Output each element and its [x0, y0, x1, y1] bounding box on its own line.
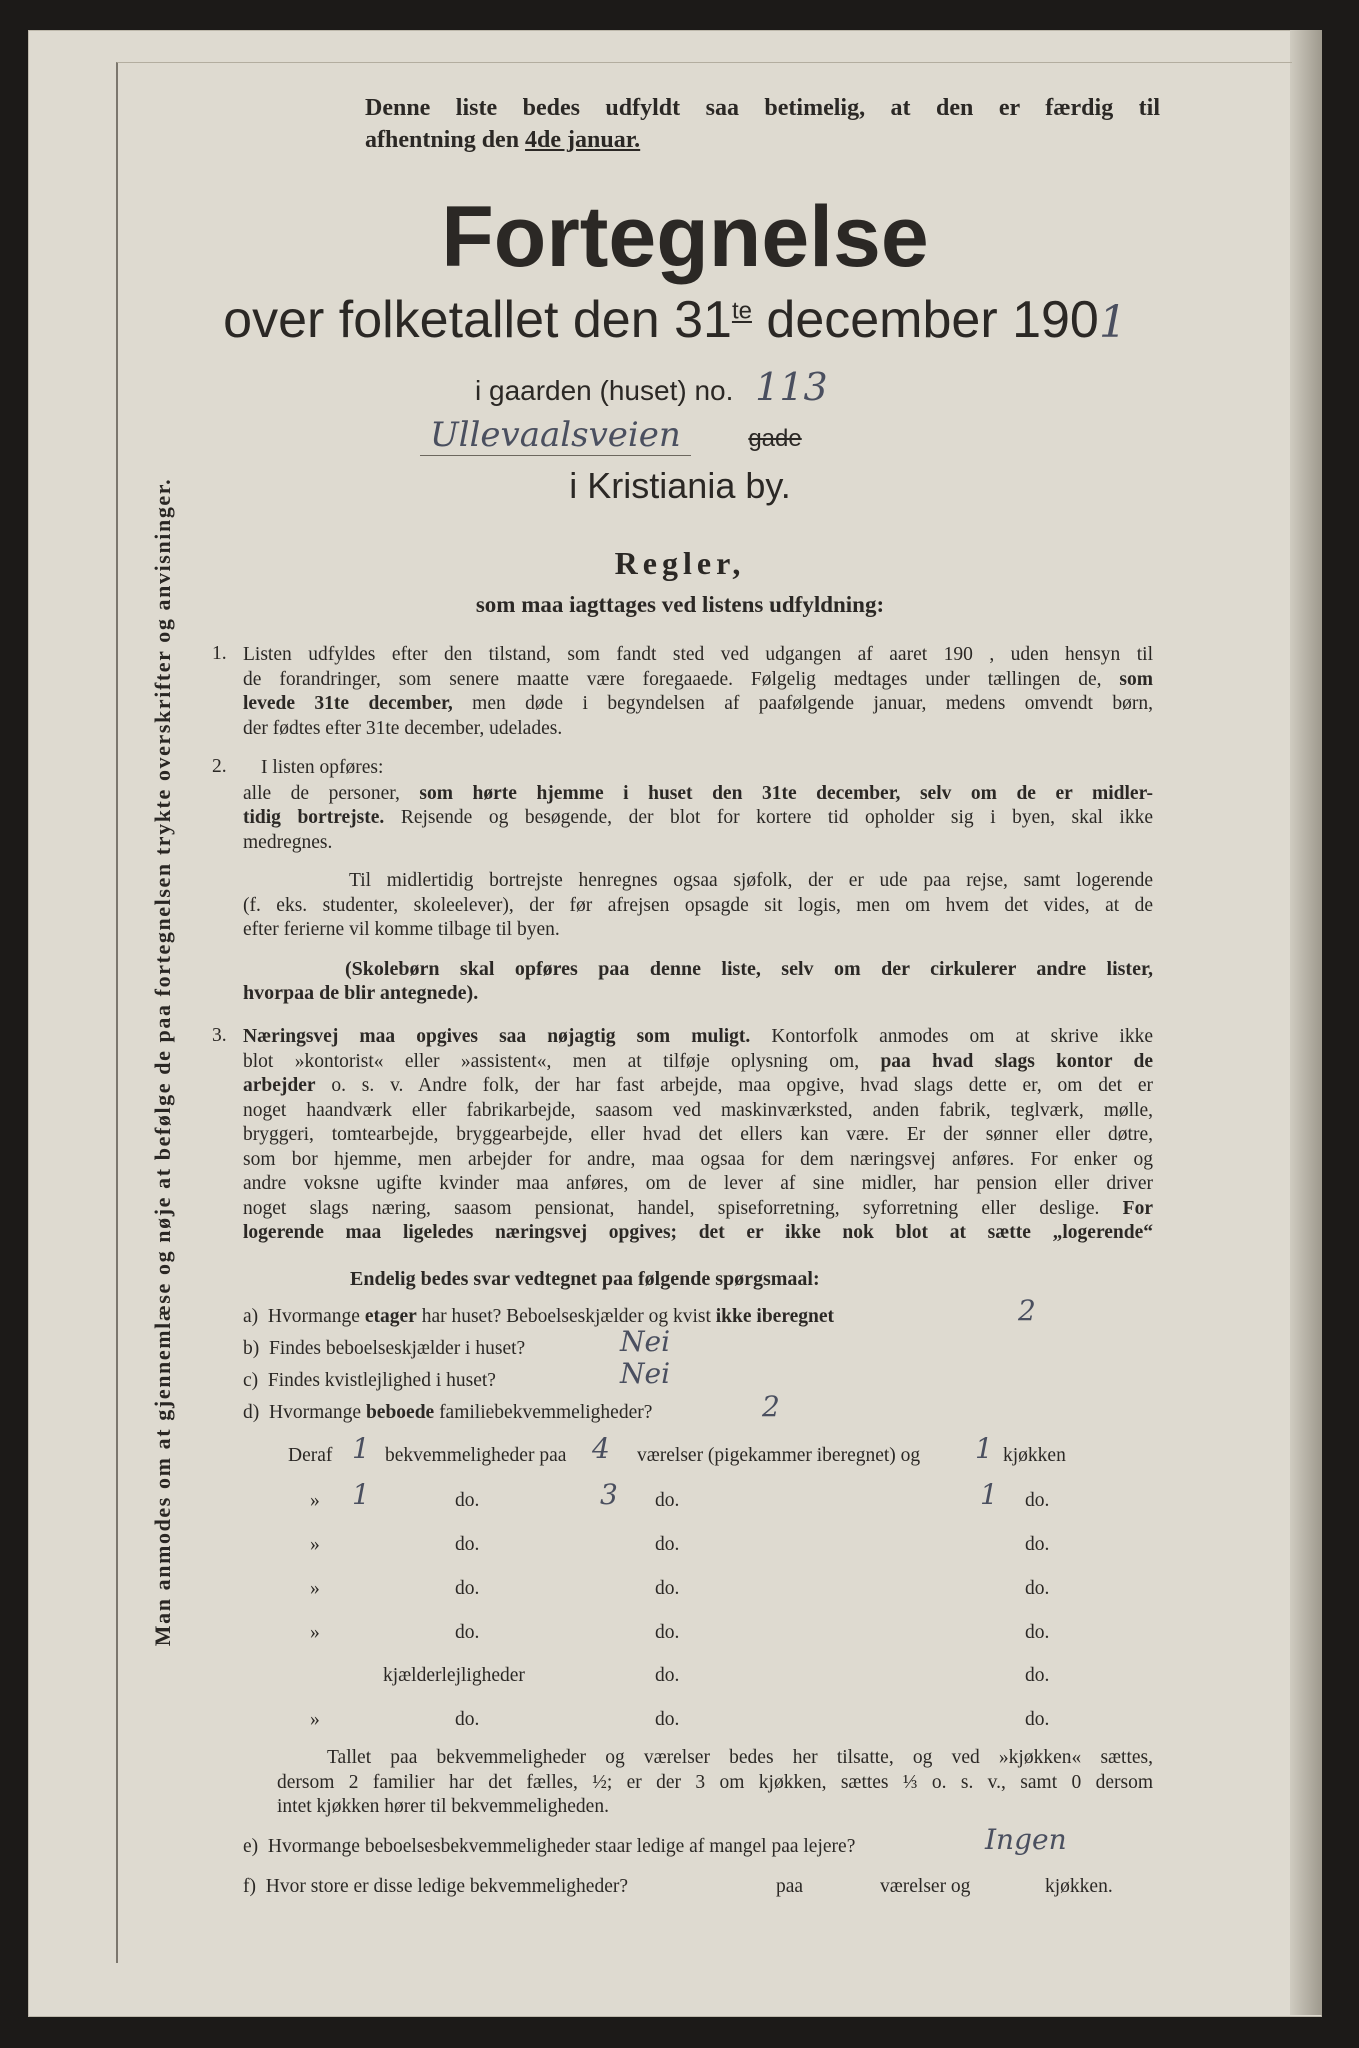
answer-d: 2: [762, 1390, 780, 1423]
question-b: b) Findes beboelseskjælder i huset?: [243, 1338, 526, 1359]
rule-number: 1.: [212, 643, 227, 664]
question-d: d) Hvormange beboede familiebekvemmeligheder?: [243, 1402, 653, 1423]
house-number-line: i gaarden (huset) no. 113: [475, 365, 828, 409]
question-a: a) Hvormange etager har huset? Beboelseskjælder og kvist ikke iberegnet: [243, 1306, 835, 1327]
room-count: 4: [592, 1432, 610, 1465]
rules-subheading: som maa iagttages ved listens udfyldning:: [475, 592, 885, 617]
pickup-date: 4de januar.: [525, 127, 641, 153]
room-count: 3: [600, 1478, 618, 1511]
question-e: e) Hvormange beboelsesbekvemmeligheder staar ledige af mangel paa lejere?: [243, 1836, 856, 1857]
answer-a: 2: [1018, 1294, 1036, 1327]
street-suffix: gade: [748, 425, 802, 452]
answer-e: Ingen: [985, 1823, 1067, 1856]
room-count: 1: [975, 1432, 993, 1465]
room-count: 1: [352, 1478, 370, 1511]
header-notice: Denne liste bedes udfyldt saa betimelig, at den er færdig til afhentning den 4de januar.: [365, 95, 1160, 153]
answer-b: Nei: [620, 1325, 671, 1358]
rule-2: I listen opføres: alle de personer, som hørte hjemme i huset den 31te december, selv om de er midler- tidig bortrejste. Rejsende og besøgende, der blot for kortere tid opholder sig i byen, skal ikke medregnes. Til midlertidig bortrejste henregnes ogsaa sjøfolk, der er ude paa rejse, samt logerende (f. eks. studenter, skoleelever), der før afrejsen opsagde sit logis, men om hvem det vides, at de efter ferierne vil komme tilbage til byen. (Skolebørn skal opføres paa denne liste, selv om der cirkulerer andre lister, hvorpaa de blir antegnede).: [243, 757, 1154, 1004]
city-line: i Kristiania by.: [569, 465, 791, 506]
rule-1: Listen udfyldes efter den tilstand, som fandt sted ved udgangen af aaret 190 , uden hensyn til de forandringer, som senere maatte være foregaaede. Følgelig medtages under tællingen de, som levede 31te december, men døde i begyndelsen af paafølgende januar, medens omvendt børn, der fødtes efter 31te december, udelades.: [243, 644, 1153, 739]
year-handwritten: 1: [1098, 297, 1127, 348]
side-instruction: Man anmodes om at gjennemlæse og nøje at befølge de paa fortegnelsen trykte overskrifter og anvisninger.: [150, 477, 175, 1647]
question-f: f) Hvor store er disse ledige bekvemmeligheder?: [243, 1876, 628, 1897]
room-count: 1: [352, 1432, 370, 1465]
answer-c: Nei: [620, 1357, 671, 1390]
page-edge: [1290, 30, 1322, 2015]
rule-number: 3.: [212, 1025, 227, 1046]
room-count: 1: [980, 1478, 998, 1511]
footnote: Tallet paa bekvemmeligheder og værelser bedes her tilsatte, og ved »kjøkken« sættes, dersom 2 familier har det fælles, ½; er der 3 om kjøkken, sættes ⅓ o. s. v., samt 0 dersom intet kjøkken hører til bekvemmeligheden.: [277, 1747, 1153, 1817]
page-subtitle: over folketallet den $31^{te}$ december 1901: [223, 291, 1127, 349]
question-c: c) Findes kvistlejlighed i huset?: [243, 1370, 496, 1391]
rule-number: 2.: [212, 756, 227, 777]
rules-heading: Regler,: [614, 545, 746, 581]
rule-3: Næringsvej maa opgives saa nøjagtig som muligt. Kontorfolk anmodes om at skrive ikke blot »kontorist« eller »assistent«, men at tilføje oplysning om, paa hvad slags kontor de arbejder o. s. v. Andre folk, der har fast arbejde, maa opgive, hvad slags dette er, om det er noget haandværk eller fabrikarbejde, saasom ved maskinværksted, anden fabrik, teglværk, mølle, bryggeri, tomtearbejde, bryggearbejde, eller hvad det ellers kan være. Er der sønner eller døtre, som bor hjemme, men arbejder for andre, maa ogsaa for dem næringsvej anføres. For enker og andre voksne ugifte kvinder maa anføres, om de lever af sine midler, har pension eller driver noget slags næring, saasom pensionat, handel, spiseforretning, syforretning eller deslige. For logerende maa ligeledes næringsvej opgives; det er ikke nok blot at sætte „logerende“: [243, 1026, 1153, 1243]
basement-label: kjælderlejligheder: [383, 1665, 525, 1686]
house-number-handwritten: 113: [755, 365, 828, 409]
street-line: [420, 415, 940, 455]
street-handwritten: Ullevaalsveien: [420, 415, 691, 456]
questions-intro: Endelig bedes svar vedtegnet paa følgende spørgsmaal:: [350, 1268, 820, 1290]
page-title: Fortegnelse: [441, 189, 929, 285]
